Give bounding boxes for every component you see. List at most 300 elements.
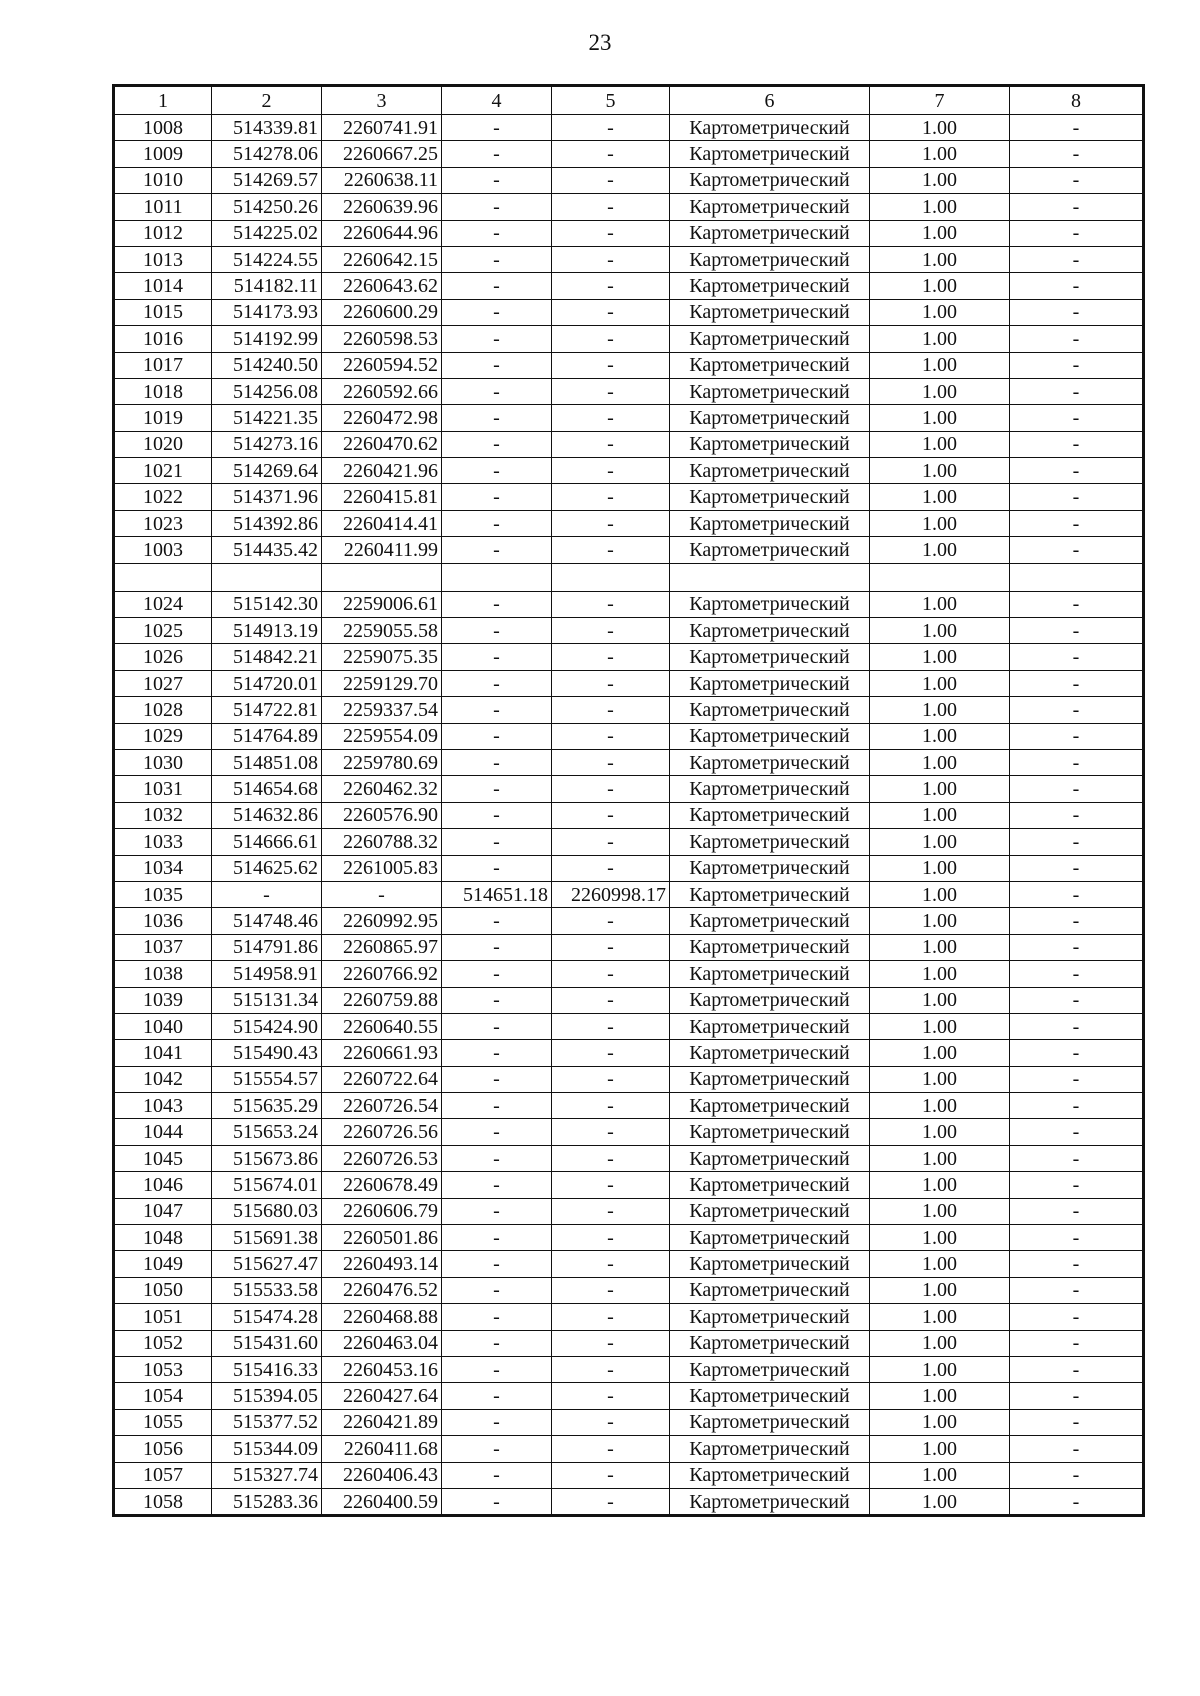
y-new-cell: - [552,776,670,802]
point-id-cell: 1021 [115,458,212,484]
x-coord-cell: 514256.08 [212,378,322,404]
x-new-cell: - [442,802,552,828]
table-row [115,458,1143,484]
method-cell: Картометрический [670,115,870,141]
y-coord-cell: 2259055.58 [322,618,442,644]
table-row [115,1093,1143,1119]
accuracy-cell: 1.00 [870,670,1010,696]
point-id-cell: 1052 [115,1330,212,1356]
y-coord-cell: 2260600.29 [322,299,442,325]
x-coord-cell: 515474.28 [212,1304,322,1330]
accuracy-cell: 1.00 [870,510,1010,536]
point-id-cell: 1029 [115,723,212,749]
x-new-cell: - [442,776,552,802]
table-row [115,1040,1143,1066]
x-new-cell: - [442,1488,552,1514]
y-new-cell: - [552,618,670,644]
x-coord-cell: 515416.33 [212,1356,322,1382]
method-cell: Картометрический [670,1383,870,1409]
x-coord-cell: 514913.19 [212,618,322,644]
note-cell: - [1010,961,1143,987]
x-new-cell: - [442,1040,552,1066]
note-cell: - [1010,670,1143,696]
y-new-cell: - [552,670,670,696]
x-coord-cell: 514240.50 [212,352,322,378]
y-coord-cell: 2259075.35 [322,644,442,670]
x-coord-cell: 515680.03 [212,1198,322,1224]
note-cell: - [1010,246,1143,272]
table-row [115,537,1143,563]
y-coord-cell: 2260592.66 [322,378,442,404]
y-new-cell: - [552,1013,670,1039]
x-coord-cell: 515674.01 [212,1172,322,1198]
x-coord-cell: 514851.08 [212,749,322,775]
method-cell: Картометрический [670,458,870,484]
accuracy-cell: 1.00 [870,749,1010,775]
table-row [115,1251,1143,1277]
y-new-cell: - [552,1198,670,1224]
y-coord-cell: 2260726.54 [322,1093,442,1119]
x-new-cell: - [442,405,552,431]
table-row [115,855,1143,881]
accuracy-cell: 1.00 [870,1013,1010,1039]
method-cell: Картометрический [670,273,870,299]
table-row [115,1304,1143,1330]
method-cell: Картометрический [670,723,870,749]
y-coord-cell: 2260661.93 [322,1040,442,1066]
method-cell: Картометрический [670,1304,870,1330]
y-coord-cell: 2261005.83 [322,855,442,881]
y-coord-cell: 2260759.88 [322,987,442,1013]
accuracy-cell: 1.00 [870,1119,1010,1145]
table-row [115,881,1143,907]
y-new-cell: - [552,1356,670,1382]
y-coord-cell: 2260476.52 [322,1277,442,1303]
method-cell: Картометрический [670,299,870,325]
method-cell: Картометрический [670,908,870,934]
x-new-cell: - [442,670,552,696]
x-coord-cell: 514720.01 [212,670,322,696]
y-coord-cell: 2260427.64 [322,1383,442,1409]
table-row [115,1488,1143,1514]
point-id-cell: 1018 [115,378,212,404]
accuracy-cell: 1.00 [870,1304,1010,1330]
x-coord-cell: 514392.86 [212,510,322,536]
x-coord-cell: 514225.02 [212,220,322,246]
x-new-cell: - [442,167,552,193]
table-row [115,908,1143,934]
y-coord-cell: 2260463.04 [322,1330,442,1356]
note-cell: - [1010,697,1143,723]
accuracy-cell: 1.00 [870,458,1010,484]
y-coord-cell: 2260414.41 [322,510,442,536]
point-id-cell: 1034 [115,855,212,881]
header-cell: 5 [552,87,670,115]
accuracy-cell: 1.00 [870,537,1010,563]
table-row [115,1198,1143,1224]
y-new-cell: - [552,1488,670,1514]
y-coord-cell: 2260644.96 [322,220,442,246]
method-cell: Картометрический [670,1356,870,1382]
accuracy-cell: 1.00 [870,167,1010,193]
table-row [115,273,1143,299]
y-new-cell: - [552,510,670,536]
y-new-cell: - [552,1251,670,1277]
x-coord-cell: 515394.05 [212,1383,322,1409]
method-cell: Картометрический [670,405,870,431]
y-coord-cell: 2260501.86 [322,1225,442,1251]
x-new-cell: - [442,1330,552,1356]
x-coord-cell: 514654.68 [212,776,322,802]
note-cell: - [1010,431,1143,457]
x-coord-cell: 514625.62 [212,855,322,881]
note-cell: - [1010,510,1143,536]
method-cell: Картометрический [670,1251,870,1277]
x-coord-cell: 514221.35 [212,405,322,431]
y-new-cell: - [552,1462,670,1488]
x-new-cell: - [442,1436,552,1462]
y-new-cell: - [552,352,670,378]
x-new-cell: - [442,1225,552,1251]
x-new-cell: - [442,644,552,670]
table-row [115,802,1143,828]
method-cell: Картометрический [670,670,870,696]
point-id-cell: 1025 [115,618,212,644]
method-cell: Картометрический [670,1093,870,1119]
note-cell: - [1010,1119,1143,1145]
table-row [115,405,1143,431]
point-id-cell: 1043 [115,1093,212,1119]
accuracy-cell: 1.00 [870,194,1010,220]
point-id-cell: 1053 [115,1356,212,1382]
y-coord-cell: 2260411.99 [322,537,442,563]
x-new-cell: - [442,1013,552,1039]
x-coord-cell: 514958.91 [212,961,322,987]
table-row [115,1119,1143,1145]
method-cell: Картометрический [670,1066,870,1092]
method-cell: Картометрический [670,1145,870,1171]
note-cell: - [1010,987,1143,1013]
note-cell: - [1010,1225,1143,1251]
y-coord-cell: 2260415.81 [322,484,442,510]
note-cell: - [1010,167,1143,193]
method-cell: Картометрический [670,1040,870,1066]
table-row [115,1330,1143,1356]
y-coord-cell: 2260643.62 [322,273,442,299]
point-id-cell: 1013 [115,246,212,272]
y-coord-cell: 2259554.09 [322,723,442,749]
x-new-cell: - [442,352,552,378]
note-cell: - [1010,1145,1143,1171]
method-cell: Картометрический [670,352,870,378]
note-cell: - [1010,1066,1143,1092]
x-new-cell: - [442,510,552,536]
point-id-cell: 1033 [115,829,212,855]
y-coord-cell: 2260638.11 [322,167,442,193]
y-coord-cell: 2260639.96 [322,194,442,220]
accuracy-cell: 1.00 [870,326,1010,352]
table-row [115,510,1143,536]
x-new-cell: - [442,484,552,510]
point-id-cell: 1010 [115,167,212,193]
y-coord-cell: 2260642.15 [322,246,442,272]
accuracy-cell: 1.00 [870,1172,1010,1198]
y-coord-cell: 2260453.16 [322,1356,442,1382]
accuracy-cell: 1.00 [870,987,1010,1013]
method-cell: Картометрический [670,987,870,1013]
note-cell: - [1010,591,1143,617]
method-cell: Картометрический [670,220,870,246]
accuracy-cell: 1.00 [870,829,1010,855]
y-coord-cell: 2260992.95 [322,908,442,934]
y-new-cell: 2260998.17 [552,881,670,907]
table-row [115,670,1143,696]
x-coord-cell: 515673.86 [212,1145,322,1171]
accuracy-cell: 1.00 [870,220,1010,246]
y-new-cell: - [552,1409,670,1435]
y-coord-cell: 2260766.92 [322,961,442,987]
note-cell: - [1010,537,1143,563]
point-id-cell: 1055 [115,1409,212,1435]
accuracy-cell: 1.00 [870,431,1010,457]
point-id-cell: 1020 [115,431,212,457]
table-row [115,1066,1143,1092]
method-cell: Картометрический [670,1198,870,1224]
separator-row [115,563,1143,591]
y-coord-cell: 2260594.52 [322,352,442,378]
point-id-cell: 1044 [115,1119,212,1145]
note-cell: - [1010,220,1143,246]
x-coord-cell: 515533.58 [212,1277,322,1303]
y-coord-cell: 2260598.53 [322,326,442,352]
note-cell: - [1010,1356,1143,1382]
method-cell: Картометрический [670,1330,870,1356]
accuracy-cell: 1.00 [870,1277,1010,1303]
accuracy-cell: 1.00 [870,1225,1010,1251]
x-coord-cell: 514764.89 [212,723,322,749]
note-cell: - [1010,1198,1143,1224]
accuracy-cell: 1.00 [870,352,1010,378]
accuracy-cell: 1.00 [870,881,1010,907]
x-new-cell: - [442,1462,552,1488]
table-row [115,1383,1143,1409]
note-cell: - [1010,1304,1143,1330]
y-new-cell: - [552,326,670,352]
accuracy-cell: 1.00 [870,405,1010,431]
x-new-cell: - [442,829,552,855]
x-coord-cell: 515327.74 [212,1462,322,1488]
x-new-cell: - [442,934,552,960]
method-cell: Картометрический [670,961,870,987]
point-id-cell: 1023 [115,510,212,536]
y-new-cell: - [552,167,670,193]
table-row [115,987,1143,1013]
y-new-cell: - [552,1093,670,1119]
table-row [115,934,1143,960]
y-new-cell: - [552,1172,670,1198]
table-row [115,194,1143,220]
x-new-cell: - [442,194,552,220]
y-new-cell: - [552,273,670,299]
y-coord-cell [322,563,442,591]
note-cell: - [1010,1383,1143,1409]
method-cell: Картометрический [670,829,870,855]
y-new-cell: - [552,299,670,325]
x-coord-cell: 514666.61 [212,829,322,855]
note-cell: - [1010,352,1143,378]
table-row [115,1277,1143,1303]
note-cell: - [1010,458,1143,484]
x-coord-cell: 515627.47 [212,1251,322,1277]
x-coord-cell: 514435.42 [212,537,322,563]
y-coord-cell: 2260493.14 [322,1251,442,1277]
y-coord-cell: 2260472.98 [322,405,442,431]
method-cell: Картометрический [670,1225,870,1251]
x-new-cell [442,563,552,591]
x-coord-cell: 515431.60 [212,1330,322,1356]
note-cell: - [1010,934,1143,960]
accuracy-cell: 1.00 [870,1409,1010,1435]
y-new-cell: - [552,141,670,167]
x-coord-cell: 515131.34 [212,987,322,1013]
y-new-cell: - [552,1277,670,1303]
x-coord-cell: 515691.38 [212,1225,322,1251]
note-cell: - [1010,141,1143,167]
x-new-cell: - [442,697,552,723]
y-new-cell: - [552,723,670,749]
accuracy-cell: 1.00 [870,802,1010,828]
note-cell: - [1010,1093,1143,1119]
y-new-cell: - [552,934,670,960]
x-coord-cell: 514748.46 [212,908,322,934]
point-id-cell: 1014 [115,273,212,299]
x-new-cell: - [442,961,552,987]
x-new-cell: - [442,1119,552,1145]
accuracy-cell: 1.00 [870,644,1010,670]
y-coord-cell: 2260421.89 [322,1409,442,1435]
x-coord-cell: 515377.52 [212,1409,322,1435]
accuracy-cell: 1.00 [870,1488,1010,1514]
x-coord-cell [212,563,322,591]
point-id-cell: 1024 [115,591,212,617]
method-cell: Картометрический [670,749,870,775]
point-id-cell: 1036 [115,908,212,934]
point-id-cell: 1058 [115,1488,212,1514]
table-row [115,326,1143,352]
method-cell [670,563,870,591]
header-cell: 1 [115,87,212,115]
table-row [115,749,1143,775]
y-new-cell: - [552,458,670,484]
note-cell: - [1010,881,1143,907]
accuracy-cell: 1.00 [870,378,1010,404]
x-coord-cell: 515490.43 [212,1040,322,1066]
table-row [115,1356,1143,1382]
x-coord-cell: 514224.55 [212,246,322,272]
y-coord-cell: 2260406.43 [322,1462,442,1488]
table-row [115,618,1143,644]
y-coord-cell: 2260865.97 [322,934,442,960]
x-new-cell: - [442,1409,552,1435]
header-cell: 7 [870,87,1010,115]
point-id-cell: 1038 [115,961,212,987]
y-new-cell: - [552,1066,670,1092]
y-coord-cell: - [322,881,442,907]
x-new-cell: - [442,299,552,325]
accuracy-cell: 1.00 [870,908,1010,934]
y-new-cell: - [552,697,670,723]
y-new-cell: - [552,1330,670,1356]
table-row [115,1462,1143,1488]
note-cell: - [1010,644,1143,670]
header-row [115,87,1143,115]
table-row [115,1145,1143,1171]
coordinates-table [114,86,1143,1515]
x-new-cell: - [442,1093,552,1119]
note-cell: - [1010,1013,1143,1039]
point-id-cell: 1009 [115,141,212,167]
y-coord-cell: 2260726.53 [322,1145,442,1171]
point-id-cell: 1051 [115,1304,212,1330]
header-cell: 3 [322,87,442,115]
note-cell: - [1010,749,1143,775]
method-cell: Картометрический [670,326,870,352]
y-coord-cell: 2259337.54 [322,697,442,723]
y-new-cell: - [552,246,670,272]
accuracy-cell: 1.00 [870,1066,1010,1092]
y-new-cell: - [552,1119,670,1145]
table-row [115,115,1143,141]
note-cell: - [1010,405,1143,431]
y-new-cell: - [552,908,670,934]
x-new-cell: - [442,141,552,167]
method-cell: Картометрический [670,1436,870,1462]
point-id-cell: 1047 [115,1198,212,1224]
method-cell: Картометрический [670,934,870,960]
point-id-cell: 1030 [115,749,212,775]
method-cell: Картометрический [670,1409,870,1435]
x-coord-cell: 514250.26 [212,194,322,220]
note-cell: - [1010,1462,1143,1488]
x-coord-cell: 514273.16 [212,431,322,457]
method-cell: Картометрический [670,591,870,617]
x-new-cell: - [442,273,552,299]
method-cell: Картометрический [670,1013,870,1039]
x-coord-cell: 515554.57 [212,1066,322,1092]
x-coord-cell: 514278.06 [212,141,322,167]
x-coord-cell: 514269.57 [212,167,322,193]
accuracy-cell: 1.00 [870,697,1010,723]
y-new-cell: - [552,537,670,563]
x-new-cell: - [442,1277,552,1303]
x-new-cell: - [442,987,552,1013]
accuracy-cell: 1.00 [870,273,1010,299]
method-cell: Картометрический [670,1277,870,1303]
point-id-cell: 1008 [115,115,212,141]
method-cell: Картометрический [670,378,870,404]
table-row [115,431,1143,457]
table-row [115,378,1143,404]
x-coord-cell: 515635.29 [212,1093,322,1119]
accuracy-cell: 1.00 [870,1093,1010,1119]
y-new-cell: - [552,802,670,828]
table-row [115,644,1143,670]
x-new-cell: - [442,749,552,775]
note-cell: - [1010,1330,1143,1356]
method-cell: Картометрический [670,697,870,723]
y-new-cell: - [552,484,670,510]
x-coord-cell: 515424.90 [212,1013,322,1039]
